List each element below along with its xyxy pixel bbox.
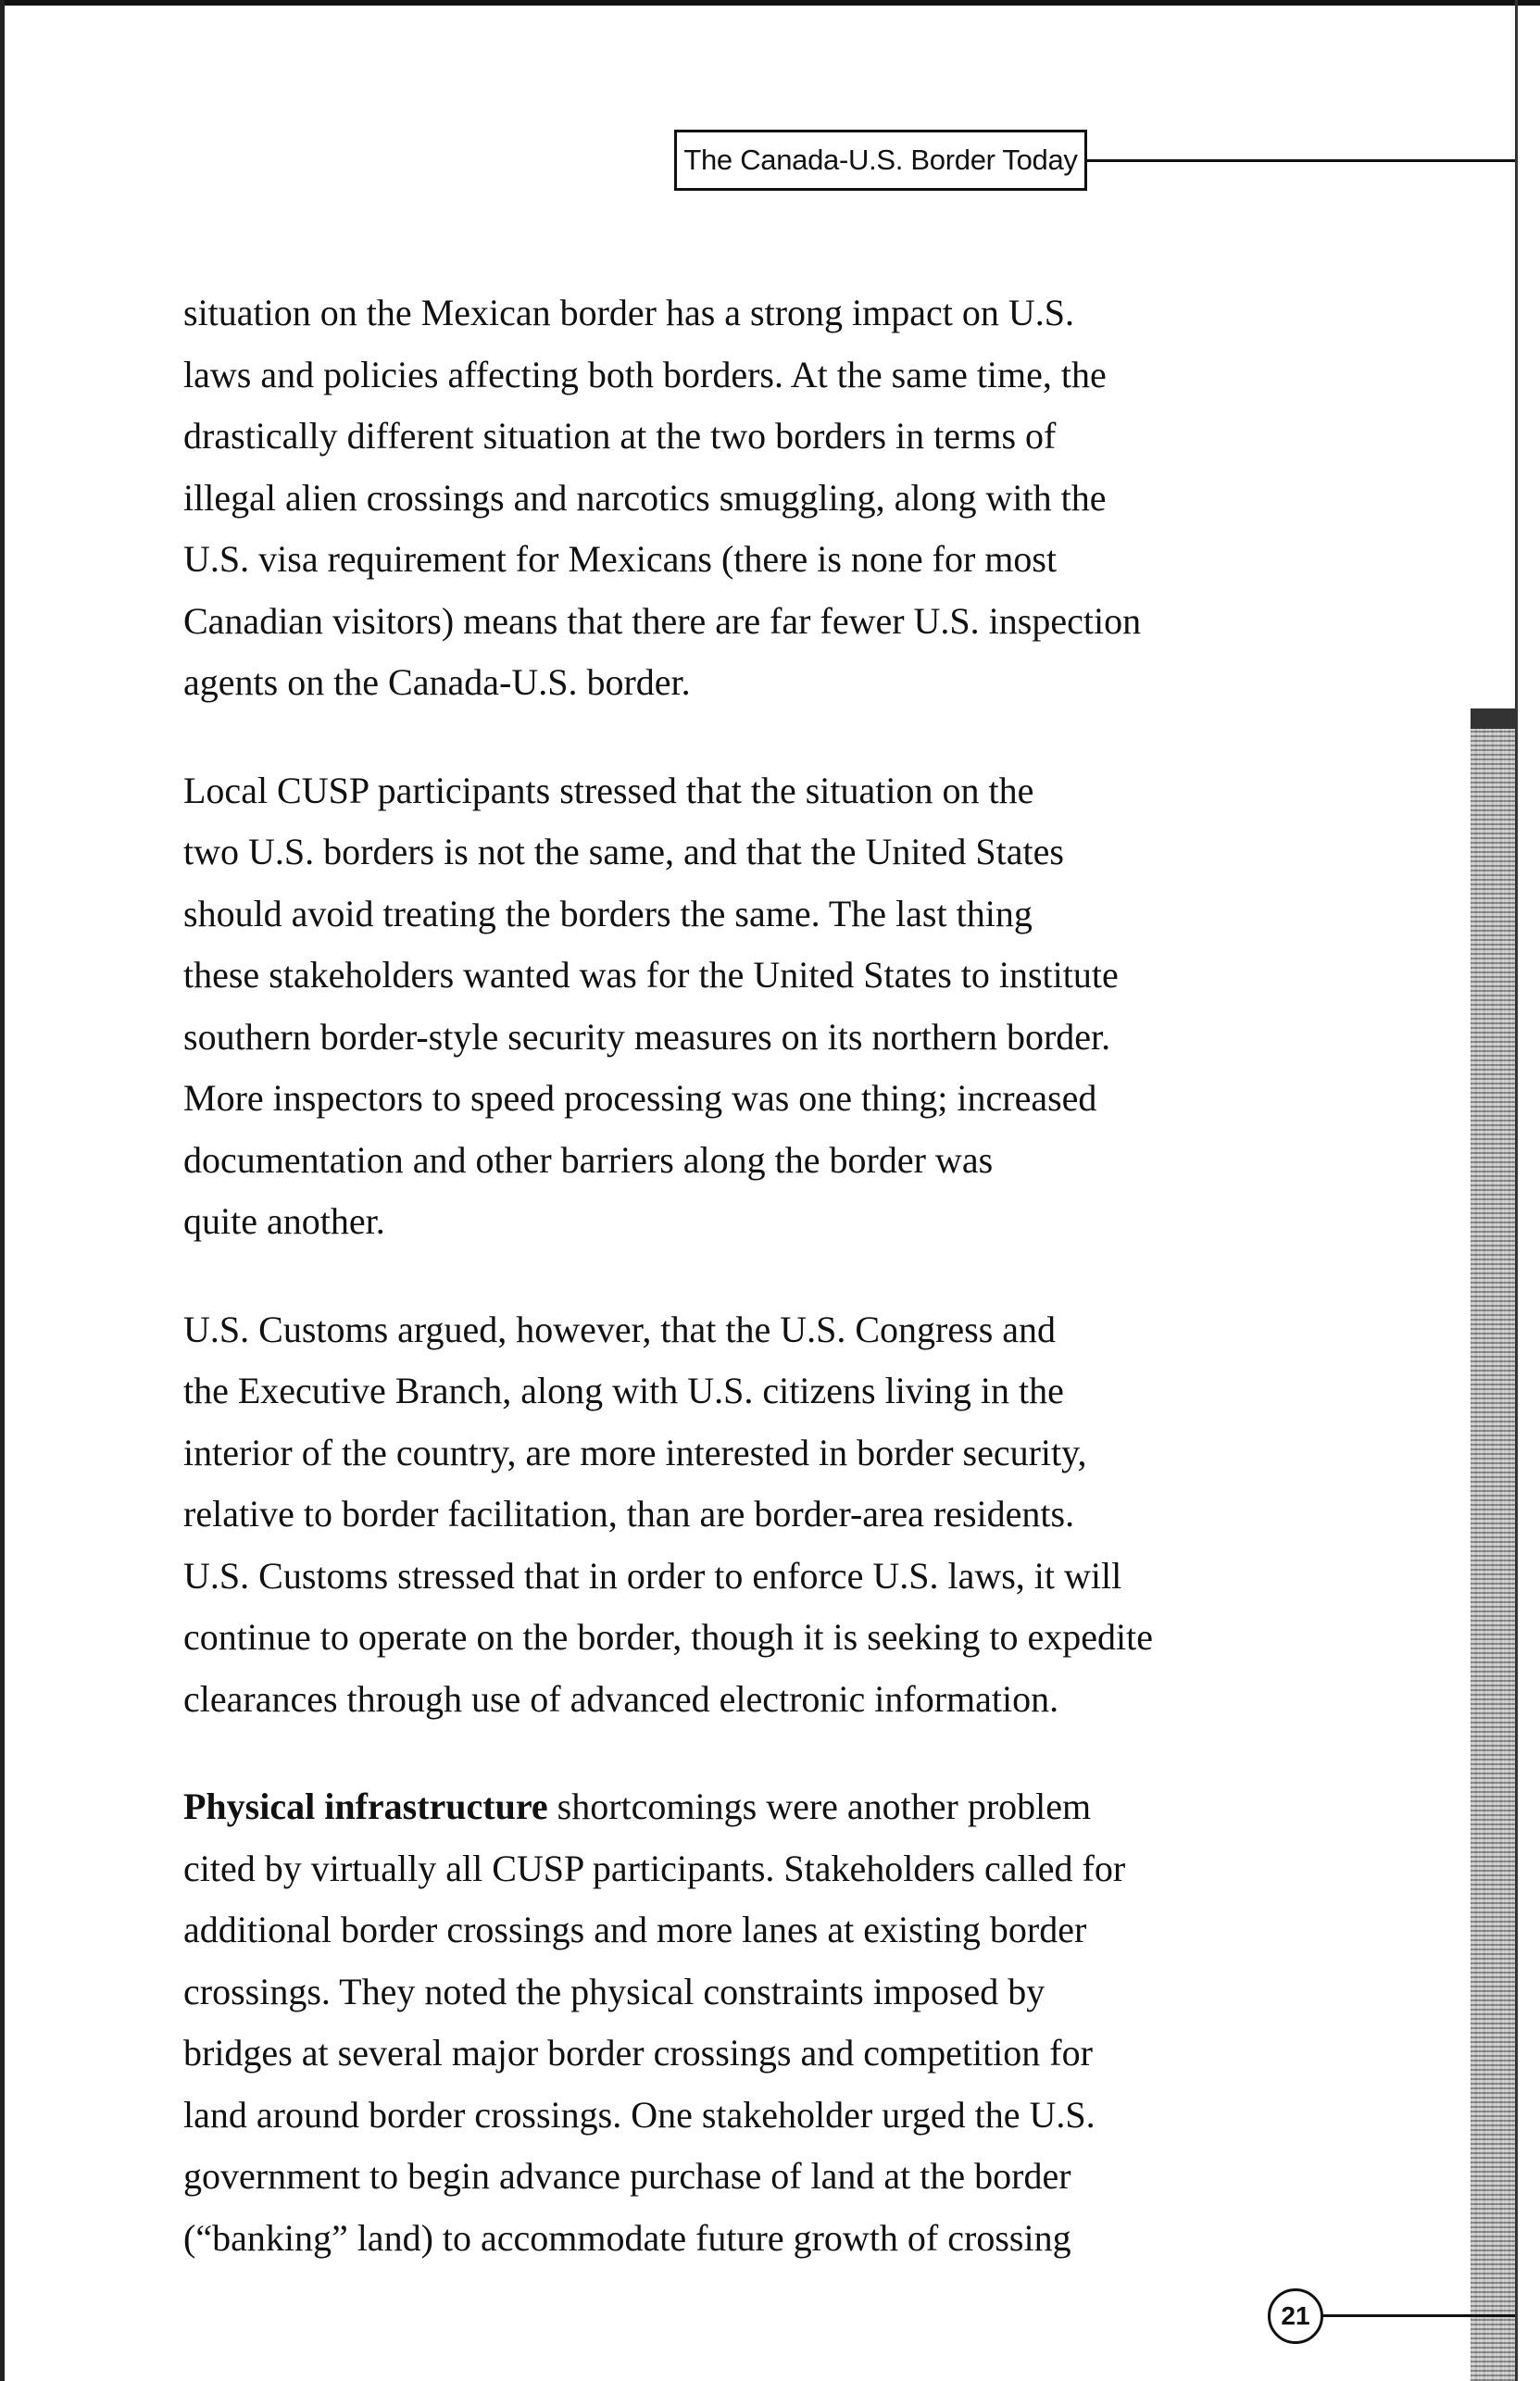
text-line: illegal alien crossings and narcotics smuggling, along with the bbox=[183, 476, 1107, 519]
text-line: (“banking” land) to accommodate future growth of crossing bbox=[183, 2216, 1071, 2259]
text-line: U.S. Customs stressed that in order to enforce U.S. laws, it will bbox=[183, 1554, 1122, 1597]
bold-run-in-heading: Physical infrastructure bbox=[183, 1786, 548, 1827]
text-line: documentation and other barriers along the border was bbox=[183, 1138, 994, 1181]
scan-edge-top bbox=[0, 0, 1540, 6]
text-line: bridges at several major border crossings and competition for bbox=[183, 2032, 1093, 2074]
text-line: laws and policies affecting both borders. At the same time, the bbox=[183, 353, 1107, 395]
header-rule bbox=[1087, 159, 1515, 162]
text-line: land around border crossings. One stakeholder urged the U.S. bbox=[183, 2093, 1096, 2136]
paragraph-1 bbox=[183, 282, 1276, 714]
page-number: 21 bbox=[1268, 2288, 1323, 2344]
text-line: southern border-style security measures on its northern border. bbox=[183, 1015, 1111, 1058]
footer-rule bbox=[1323, 2314, 1515, 2317]
paragraph-3 bbox=[183, 1299, 1276, 1731]
text-line: interior of the country, are more interested in border security, bbox=[183, 1431, 1087, 1473]
text-run: shortcomings were another problem bbox=[547, 1786, 1092, 1827]
paragraph-4 bbox=[183, 1776, 1276, 2269]
paragraph-2 bbox=[183, 760, 1276, 1253]
text-line: government to begin advance purchase of land at the border bbox=[183, 2155, 1071, 2197]
text-line: the Executive Branch, along with U.S. citizens living in the bbox=[183, 1370, 1064, 1411]
page-edge-strip bbox=[1471, 708, 1515, 2381]
text-line: these stakeholders wanted was for the United States to institute bbox=[183, 954, 1119, 996]
text-line: quite another. bbox=[183, 1200, 385, 1242]
text-line: More inspectors to speed processing was one thing; increased bbox=[183, 1077, 1097, 1119]
text-line-first bbox=[183, 1776, 1276, 1838]
text-line: situation on the Mexican border has a strong impact on U.S. bbox=[183, 292, 1075, 333]
text-line: drastically different situation at the two borders in terms of bbox=[183, 415, 1057, 457]
text-line: Local CUSP participants stressed that the situation on the bbox=[183, 769, 1034, 811]
scan-edge-left bbox=[0, 0, 5, 2381]
page-edge-strip-cap bbox=[1471, 708, 1515, 729]
text-line: Canadian visitors) means that there are far fewer U.S. inspection bbox=[183, 599, 1142, 642]
body-text bbox=[183, 282, 1276, 2315]
text-line: should avoid treating the borders the same. The last thing bbox=[183, 892, 1033, 934]
text-line: crossings. They noted the physical constraints imposed by bbox=[183, 1970, 1045, 2012]
text-line: U.S. Customs argued, however, that the U.S. Congress and bbox=[183, 1308, 1057, 1350]
text-line: U.S. visa requirement for Mexicans (there is none for most bbox=[183, 538, 1058, 580]
text-line: two U.S. borders is not the same, and that the United States bbox=[183, 831, 1064, 872]
text-line: agents on the Canada-U.S. border. bbox=[183, 661, 691, 703]
text-line: relative to border facilitation, than are border-area residents. bbox=[183, 1493, 1075, 1535]
text-line: continue to operate on the border, though it is seeking to expedite bbox=[183, 1616, 1154, 1658]
text-line: cited by virtually all CUSP participants. Stakeholders called for bbox=[183, 1847, 1126, 1889]
running-header: The Canada-U.S. Border Today bbox=[674, 130, 1087, 191]
text-line: clearances through use of advanced electronic information. bbox=[183, 1677, 1059, 1720]
scan-edge-right bbox=[1515, 0, 1518, 2381]
text-line: additional border crossings and more lanes at existing border bbox=[183, 1909, 1087, 1950]
